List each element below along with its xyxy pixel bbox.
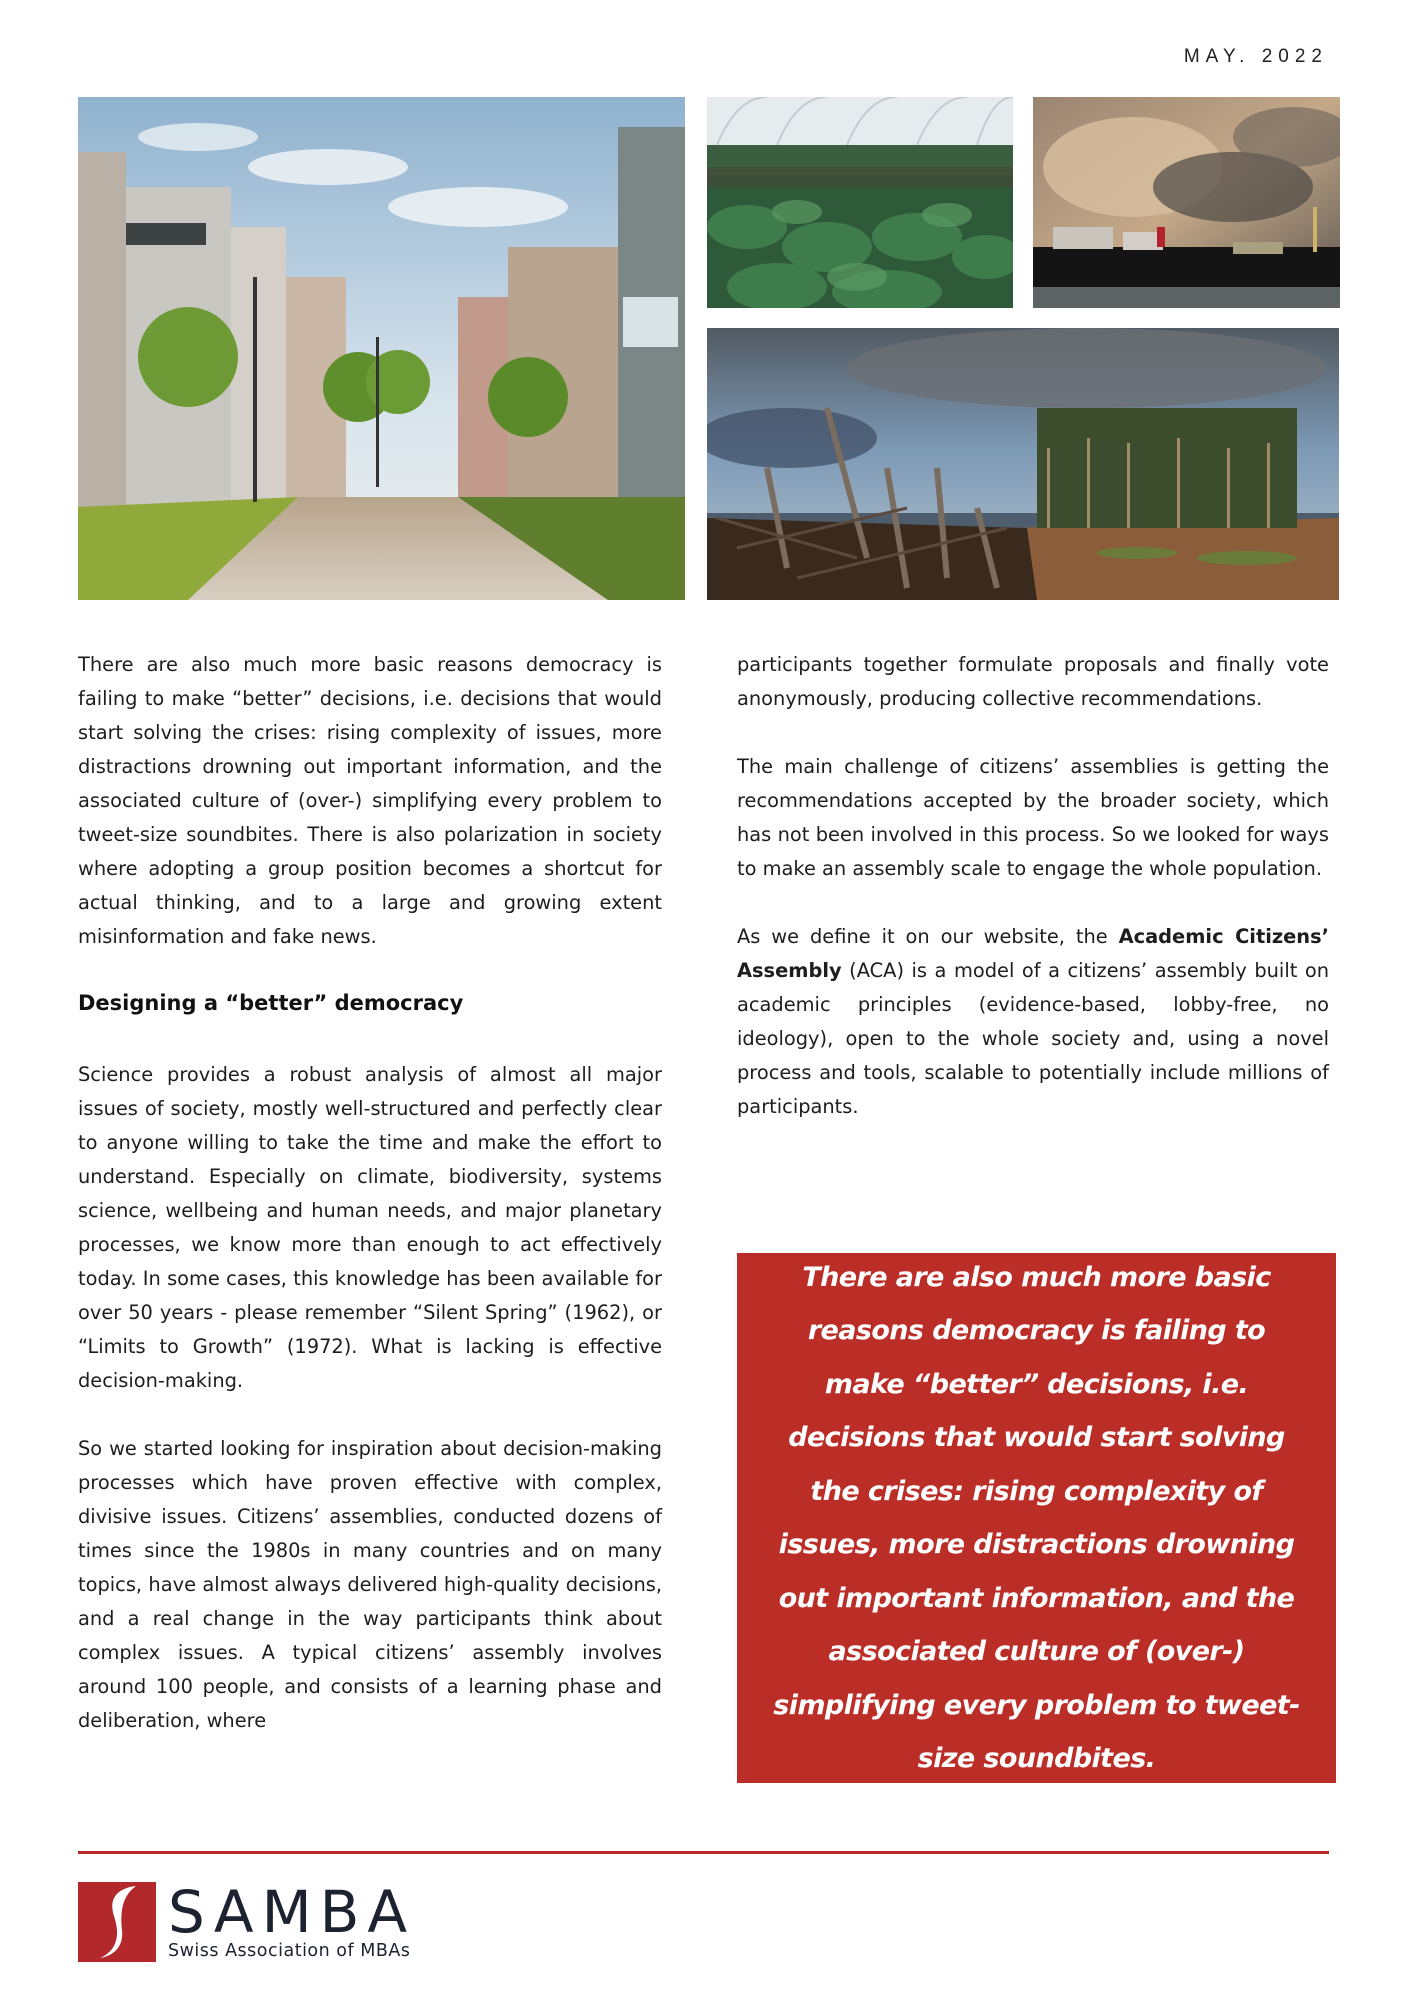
deforestation-photo xyxy=(707,328,1339,600)
aca-term: Academic Citizens’ Assembly xyxy=(737,925,1330,982)
footer-divider xyxy=(78,1851,1329,1854)
logo-wordmark: SAMBA xyxy=(168,1878,416,1946)
section-heading: Designing a “better” democracy xyxy=(78,991,464,1015)
body-paragraph: Science provides a robust analysis of almost all major issues of society, mostly well-structured and perfectly clear to anyone willing to take the time and make the effort to understand. Especially on climate, biodiversity, systems science, wellbeing and human needs, and major planetary processes, we know more than enough to act effectively today. In some cases, this knowledge has been available for over 50 years - please remember “Silent Spring” (1962), or “Limits to Growth” (1972). What is lacking is effective decision-making. xyxy=(78,1063,662,1392)
pull-quote-box xyxy=(737,1253,1336,1783)
article-left-column xyxy=(78,648,662,1772)
body-paragraph: participants together formulate proposals and finally vote anonymously, producing collective recommendations. xyxy=(737,653,1329,710)
street-photo xyxy=(78,97,685,600)
factory-smoke-photo xyxy=(1033,97,1340,308)
body-paragraph: So we started looking for inspiration about decision-making processes which have proven effective with complex, divisive issues. Citizens’ assemblies, conducted dozens of times since the 1980s in many countries and on many topics, have almost always delivered high-quality decisions, and a real change in the way participants think about complex issues. A typical citizens’ assembly involves around 100 people, and consists of a learning phase and deliberation, where xyxy=(78,1437,662,1732)
body-paragraph: There are also much more basic reasons democracy is failing to make “better” decisions, i.e. decisions that would start solving the crises: rising complexity of issues, more distractions drowning out important information, and the associated culture of (over-) simplifying every problem to tweet-size soundbites. There is also polarization in society where adopting a group position becomes a shortcut for actual thinking, and to a large and growing extent misinformation and fake news. xyxy=(78,653,662,948)
logo-subtitle: Swiss Association of MBAs xyxy=(168,1941,411,1961)
pull-quote-text: There are also much more basic reasons democracy is failing to make “better” decisions, i.e. decisions that would start solving the crises: rising complexity of issues, more distractions drowning out important information, and the associated culture of (over-) simplifying every problem to tweet-size soundbites. xyxy=(773,1261,1300,1774)
text-run: (ACA) is a model of a citizens’ assembly built on academic principles (evidence-based, lobby-free, no ideology), open to the whole society and, using a novel process and tools, scalable to potentially include millions of participants. xyxy=(737,959,1329,1118)
samba-logo xyxy=(78,1878,416,1964)
body-paragraph xyxy=(737,920,1329,1124)
samba-s-mark-icon xyxy=(78,1882,156,1962)
greenhouse-field-photo xyxy=(707,97,1013,308)
body-paragraph: The main challenge of citizens’ assemblies is getting the recommendations accepted by the broader society, which has not been involved in this process. So we looked for ways to make an assembly scale to engage the whole population. xyxy=(737,755,1329,880)
issue-date: MAY. 2022 xyxy=(1183,46,1328,67)
text-run: As we define it on our website, the xyxy=(737,925,1119,948)
article-right-column xyxy=(737,648,1329,1158)
